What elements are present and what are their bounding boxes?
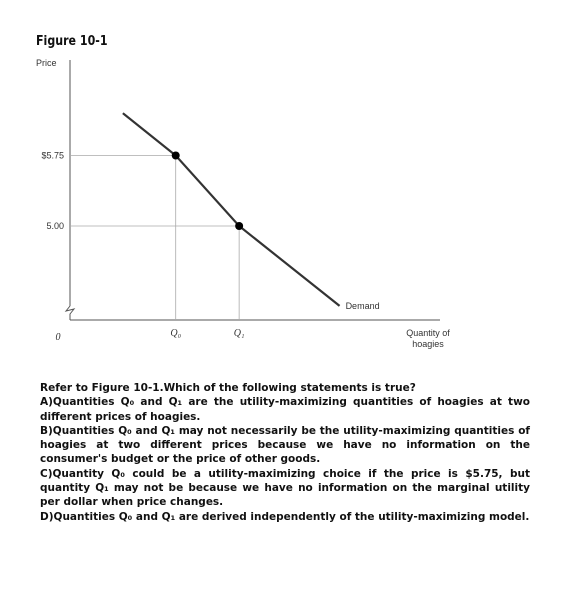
x-tick-label: Q₁ xyxy=(233,328,245,339)
chart-axes xyxy=(66,60,440,320)
demand-point xyxy=(235,222,243,230)
series-label-demand: Demand xyxy=(345,300,380,311)
y-axis-break xyxy=(66,306,74,320)
y-tick-label: $5.75 xyxy=(41,150,64,161)
x-axis-label-line2: hoagies xyxy=(412,339,444,349)
y-tick-label: 5.00 xyxy=(46,221,64,231)
chart-guides xyxy=(70,156,239,321)
demand-curve xyxy=(123,113,340,306)
question-block xyxy=(40,381,530,524)
option-a: A)Quantities Q₀ and Q₁ are the utility-maximizing quantities of hoagies at two different prices of hoagies. xyxy=(40,396,530,423)
chart-labels xyxy=(36,58,450,349)
option-d: D)Quantities Q₀ and Q₁ are derived independently of the utility-maximizing model. xyxy=(40,510,530,523)
demand-point xyxy=(172,152,180,160)
chart-series xyxy=(123,113,340,306)
figure-title: Figure 10-1 xyxy=(36,34,108,49)
x-tick-label: Q₀ xyxy=(170,328,182,339)
origin-label: 0 xyxy=(55,332,61,343)
option-c: C)Quantity Q₀ could be a utility-maximizing choice if the price is $5.75, but quantity Q₁ may not be because we have no information on the marginal utility per dollar when price changes. xyxy=(40,467,530,509)
question-stem: Refer to Figure 10-1.Which of the following statements is true? xyxy=(40,382,416,394)
option-b: B)Quantities Q₀ and Q₁ may not necessarily be the utility-maximizing quantities of hoagies at two different prices because we have no information on the consumer's budget or the price of other goods. xyxy=(40,424,530,466)
y-axis-label: Price xyxy=(36,58,57,68)
x-axis-label-line1: Quantity of xyxy=(406,328,450,338)
